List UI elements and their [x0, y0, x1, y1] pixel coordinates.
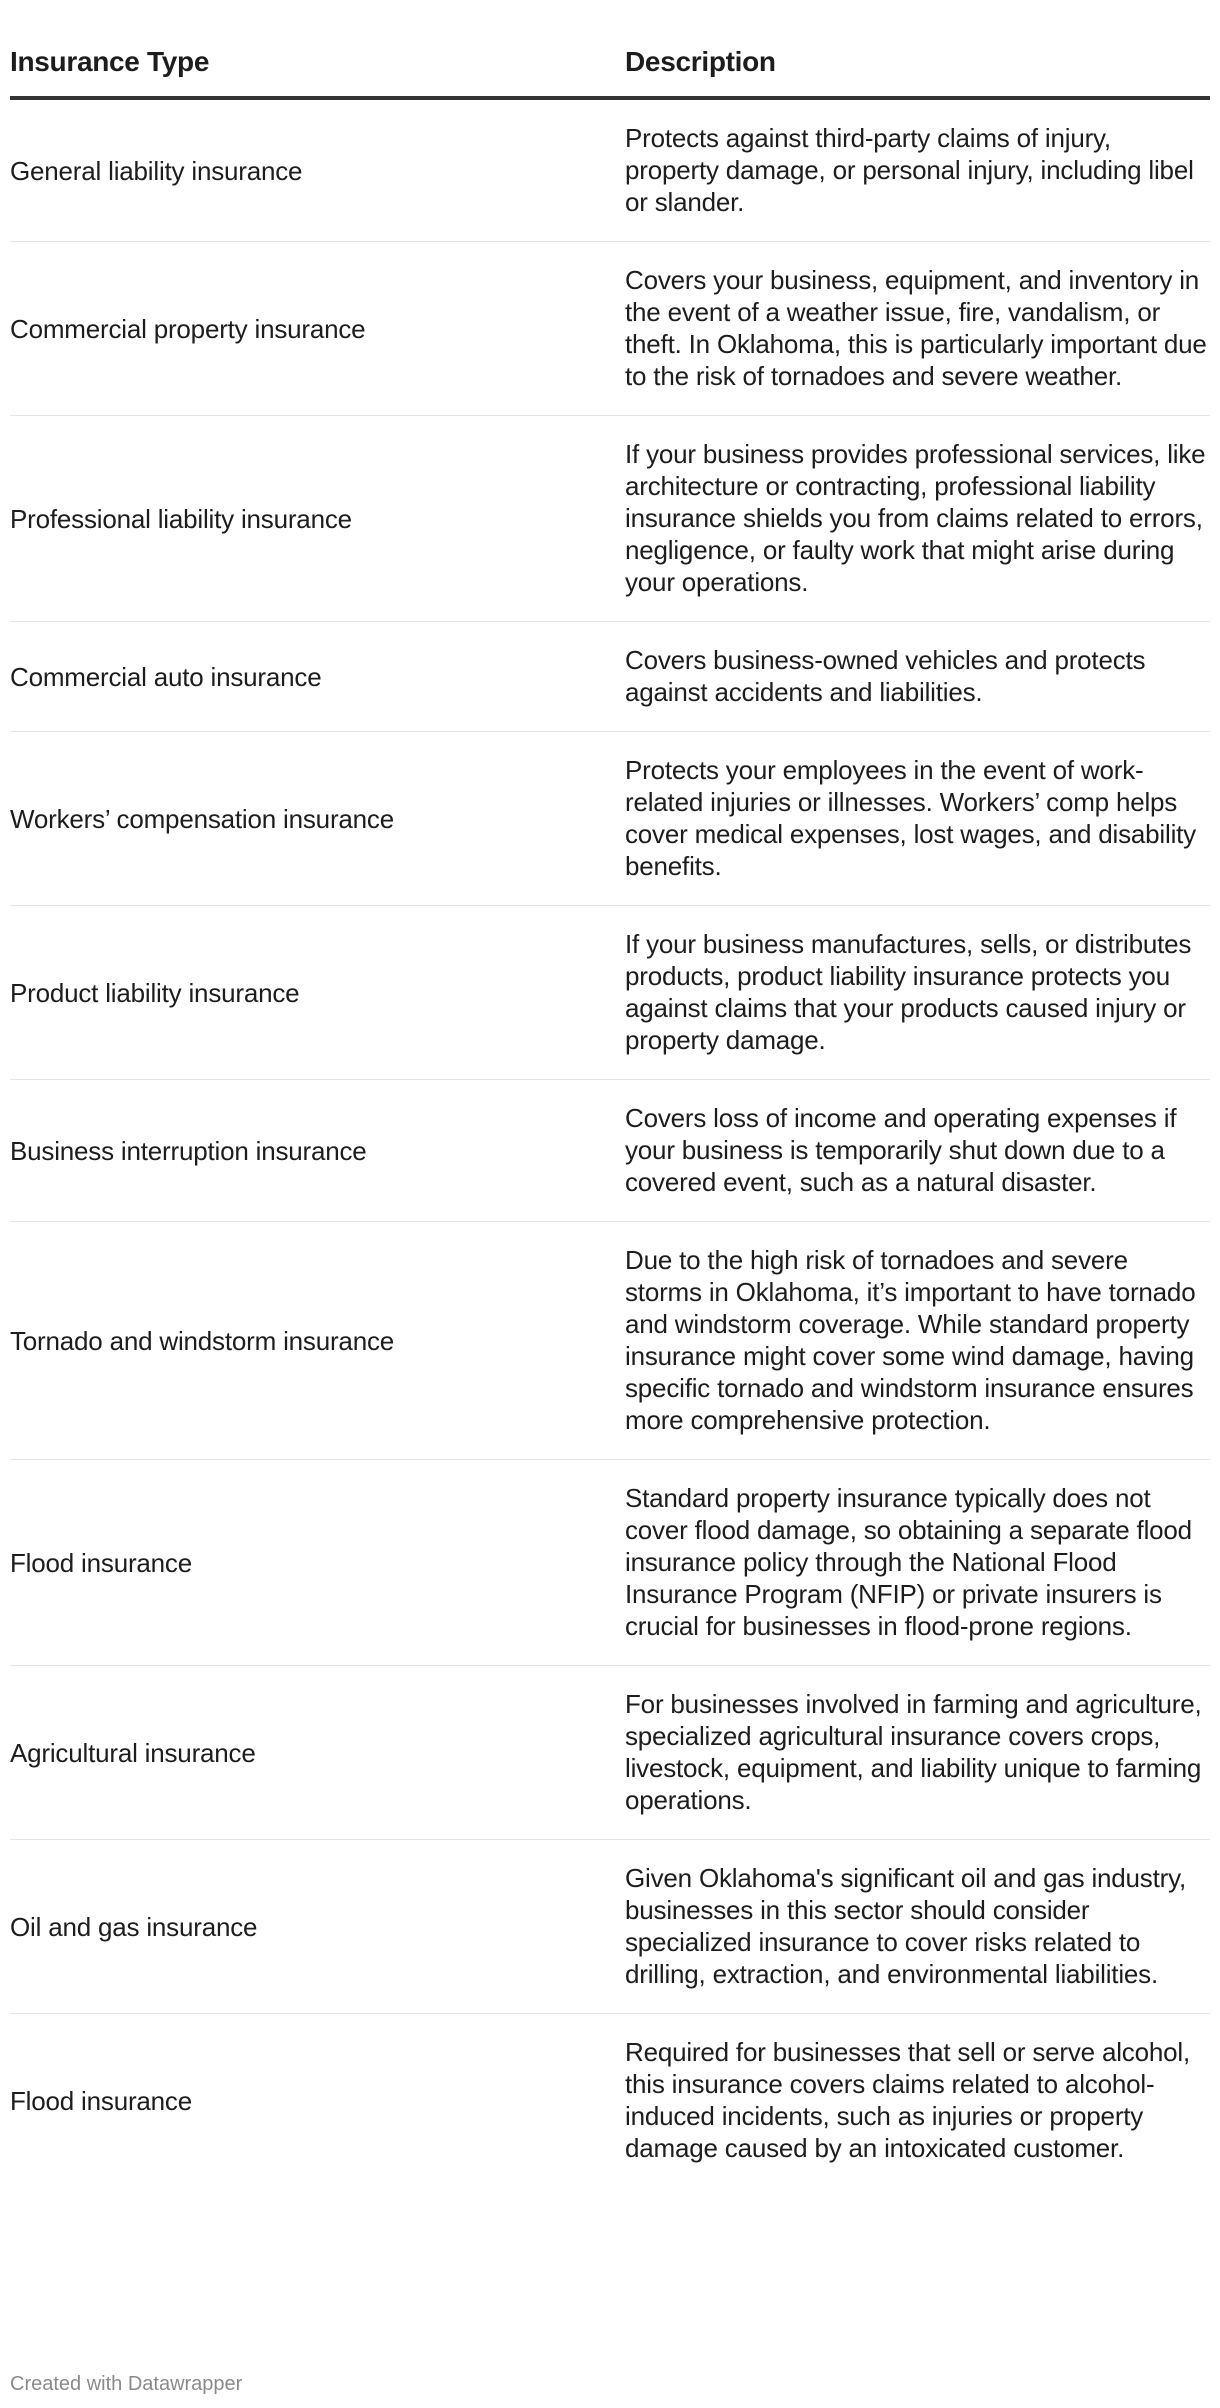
description-cell: Covers your business, equipment, and inventory in the event of a weather issue, fire, vandalism, or theft. In Oklahoma, this is particularly important due to the risk of tornadoes and severe weather. — [625, 242, 1210, 416]
table-row — [10, 1222, 1210, 1460]
table-row — [10, 906, 1210, 1080]
table-row — [10, 2014, 1210, 2188]
description-cell: Due to the high risk of tornadoes and severe storms in Oklahoma, it’s important to have tornado and windstorm coverage. While standard property insurance might cover some wind damage, having specific tornado and windstorm insurance ensures more comprehensive protection. — [625, 1222, 1210, 1460]
table-body — [10, 98, 1210, 2187]
insurance-type-cell: Professional liability insurance — [10, 416, 625, 622]
insurance-table-container — [10, 0, 1210, 2187]
insurance-type-cell: Commercial auto insurance — [10, 622, 625, 732]
table-row — [10, 1840, 1210, 2014]
insurance-type-cell: Flood insurance — [10, 2085, 192, 2116]
insurance-type-cell: Oil and gas insurance — [10, 1840, 625, 2014]
insurance-type-cell: Flood insurance — [10, 1460, 625, 1666]
column-header-description: Description — [625, 0, 1210, 98]
description-cell: Covers loss of income and operating expenses if your business is temporarily shut down due to a covered event, such as a natural disaster. — [625, 1080, 1210, 1222]
table-row — [10, 1460, 1210, 1666]
insurance-type-cell: Workers’ compensation insurance — [10, 732, 625, 906]
table-row — [10, 732, 1210, 906]
description-cell: Protects your employees in the event of work-related injuries or illnesses. Workers’ comp helps cover medical expenses, lost wages, and disability benefits. — [625, 732, 1210, 906]
description-cell: Covers business-owned vehicles and protects against accidents and liabilities. — [625, 622, 1210, 732]
description-cell: If your business manufactures, sells, or distributes products, product liability insurance protects you against claims that your products caused injury or property damage. — [625, 906, 1210, 1080]
insurance-type-cell: Product liability insurance — [10, 906, 625, 1080]
table-row — [10, 242, 1210, 416]
datawrapper-credit: Created with Datawrapper — [10, 2373, 243, 2395]
insurance-type-cell: Agricultural insurance — [10, 1666, 625, 1840]
insurance-type-cell: General liability insurance — [10, 98, 625, 242]
table-row — [10, 1666, 1210, 1840]
column-header-insurance-type: Insurance Type — [10, 0, 625, 98]
table-row — [10, 98, 1210, 242]
table-header — [10, 0, 1210, 98]
description-cell: If your business provides professional services, like architecture or contracting, professional liability insurance shields you from claims related to errors, negligence, or faulty work that might arise during your operations. — [625, 416, 1210, 622]
header-row — [10, 0, 1210, 98]
description-cell: Standard property insurance typically does not cover flood damage, so obtaining a separate flood insurance policy through the National Flood Insurance Program (NFIP) or private insurers is crucial for businesses in flood-prone regions. — [625, 1460, 1210, 1666]
insurance-table — [10, 0, 1210, 2187]
description-cell: For businesses involved in farming and agriculture, specialized agricultural insurance covers crops, livestock, equipment, and liability unique to farming operations. — [625, 1666, 1210, 1840]
table-row — [10, 622, 1210, 732]
insurance-type-cell: Commercial property insurance — [10, 242, 625, 416]
description-cell: Protects against third-party claims of injury, property damage, or personal injury, including libel or slander. — [625, 98, 1210, 242]
table-row — [10, 1080, 1210, 1222]
insurance-type-cell: Tornado and windstorm insurance — [10, 1222, 625, 1460]
insurance-type-cell: Business interruption insurance — [10, 1080, 625, 1222]
description-cell: Given Oklahoma's significant oil and gas industry, businesses in this sector should consider specialized insurance to cover risks related to drilling, extraction, and environmental liabilities. — [625, 1840, 1210, 2014]
description-cell: Required for businesses that sell or serve alcohol, this insurance covers claims related to alcohol-induced incidents, such as injuries or property damage caused by an intoxicated customer. — [625, 2037, 1190, 2163]
table-row — [10, 416, 1210, 622]
